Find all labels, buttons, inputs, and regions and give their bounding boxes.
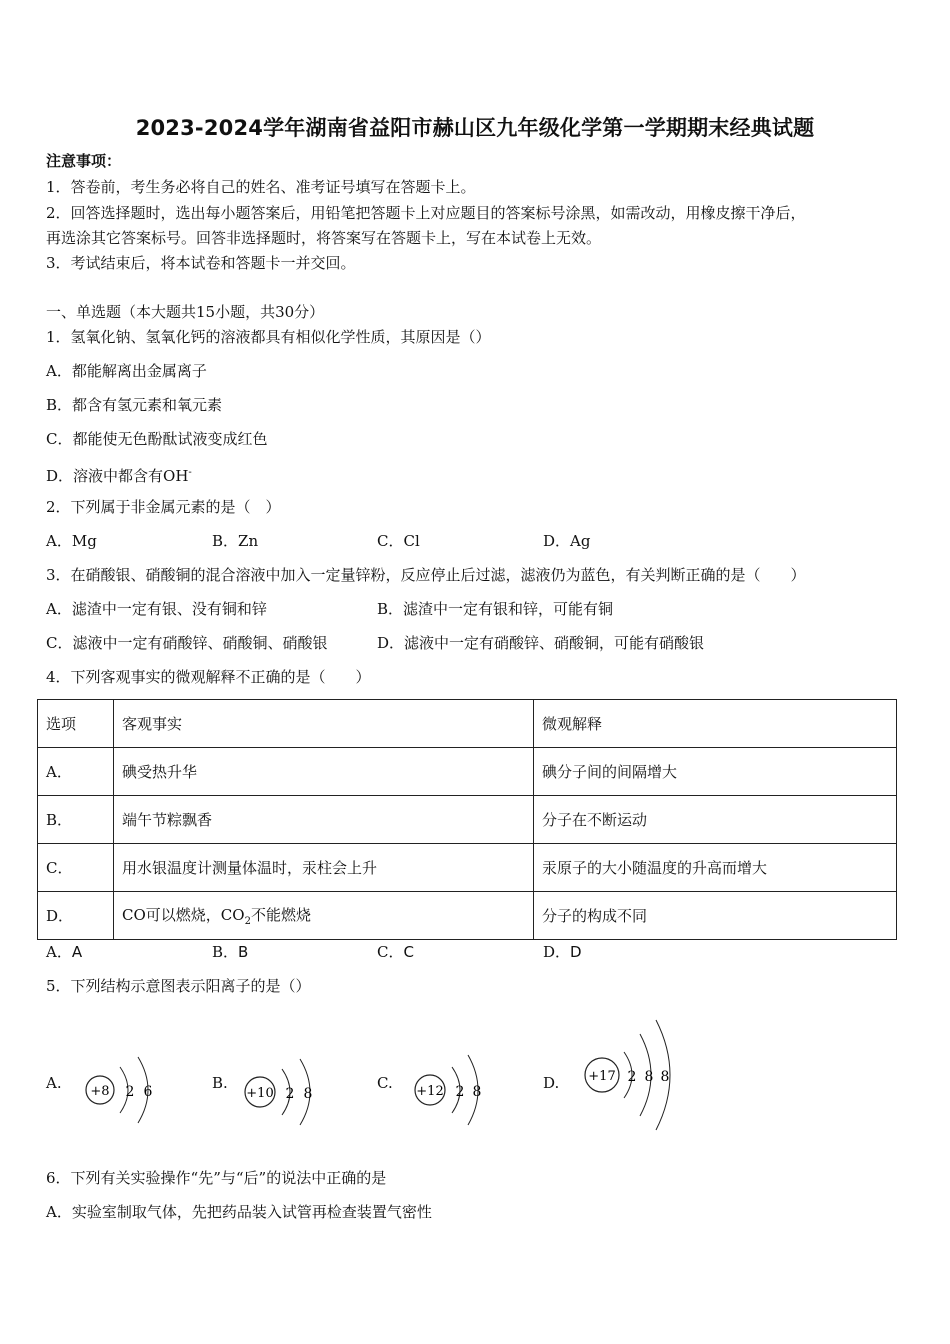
header-cell: 微观解释: [534, 700, 897, 748]
question-3-option-a: A．滤渣中一定有银、没有铜和锌: [46, 600, 267, 618]
option-value: D: [570, 943, 582, 961]
table-row: [38, 796, 897, 844]
option-value: B: [238, 943, 249, 961]
table-cell: 汞原子的大小随温度的升高而增大: [534, 844, 897, 892]
table-cell: C．: [38, 844, 114, 892]
question-4-table: [37, 699, 897, 940]
question-1-option-b: B．都含有氢元素和氧元素: [46, 396, 223, 414]
question-1-option-d: [46, 463, 192, 486]
notice-item: 2．回答选择题时，选出每小题答案后，用铅笔把答题卡上对应题目的答案标号涂黑，如需改动，用橡皮擦干净后，: [46, 204, 806, 222]
question-3-option-d: D．滤液中一定有硝酸锌、硝酸铜，可能有硝酸银: [377, 634, 705, 652]
question-1-stem: 1．氢氧化钠、氢氧化钙的溶液都具有相似化学性质，其原因是（）: [46, 328, 491, 346]
question-3-option-b: B．滤渣中一定有银和锌，可能有铜: [377, 600, 614, 618]
atom-diagram-b: [238, 1045, 348, 1139]
option-value: A: [71, 943, 83, 961]
atom-diagram-a: [80, 1045, 190, 1139]
option-prefix: D．: [543, 943, 571, 961]
table-cell: 碘受热升华: [114, 748, 534, 796]
section-heading: 一、单选题（本大题共15小题，共30分）: [46, 303, 325, 321]
header-cell: 客观事实: [114, 700, 534, 748]
notice-item: 3．考试结束后，将本试卷和答题卡一并交回。: [46, 254, 356, 272]
table-cell: D．: [38, 892, 114, 940]
shell-electrons: 2: [627, 1069, 637, 1085]
table-row: [38, 748, 897, 796]
shell-electrons: 2: [285, 1086, 295, 1102]
question-5-label-a: A.: [46, 1074, 62, 1092]
nucleus-charge: +8: [90, 1084, 110, 1099]
question-5-label-d: D.: [543, 1074, 560, 1092]
question-4-option-c: [377, 942, 414, 962]
question-2-option-d: D．Ag: [543, 532, 591, 550]
question-5-label-b: B.: [212, 1074, 228, 1092]
question-3-stem: 3．在硝酸银、硝酸铜的混合溶液中加入一定量锌粉，反应停止后过滤，滤液仍为蓝色，有关判断正确的是（ ）: [46, 566, 806, 584]
header-cell: 选项: [38, 700, 114, 748]
option-prefix: C．: [377, 943, 404, 961]
notice-item: 再选涂其它答案标号。回答非选择题时，将答案写在答题卡上，写在本试卷上无效。: [46, 229, 602, 247]
notice-heading: 注意事项：: [46, 152, 122, 170]
question-6-option-a: A．实验室制取气体，先把药品装入试管再检查装置气密性: [46, 1203, 432, 1221]
table-cell: 分子在不断运动: [534, 796, 897, 844]
question-1-option-a: A．都能解离出金属离子: [46, 362, 207, 380]
question-2-option-b: B．Zn: [212, 532, 259, 550]
option-prefix: B．: [212, 943, 239, 961]
question-4-stem: 4．下列客观事实的微观解释不正确的是（ ）: [46, 668, 371, 686]
shell-electrons: 8: [660, 1069, 670, 1085]
question-3-option-c: C．滤液中一定有硝酸锌、硝酸铜、硝酸银: [46, 634, 328, 652]
shell-electrons: 8: [303, 1086, 313, 1102]
option-prefix: A．: [46, 943, 72, 961]
question-4-option-a: [46, 942, 82, 962]
shell-electrons: 8: [472, 1084, 482, 1100]
notice-item: 1．答卷前，考生务必将自己的姓名、准考证号填写在答题卡上。: [46, 178, 476, 196]
shell-electrons: 6: [143, 1084, 153, 1100]
table-cell: 端午节粽飘香: [114, 796, 534, 844]
question-1-option-c: C．都能使无色酚酞试液变成红色: [46, 430, 268, 448]
question-2-option-c: C．Cl: [377, 532, 420, 550]
table-cell: B．: [38, 796, 114, 844]
fact-text: 不能燃烧: [250, 906, 311, 924]
question-5-stem: 5．下列结构示意图表示阳离子的是（）: [46, 977, 311, 995]
nucleus-charge: +12: [416, 1084, 444, 1099]
table-cell: 分子的构成不同: [534, 892, 897, 940]
atom-diagram-d: [580, 1018, 700, 1137]
shell-electrons: 2: [455, 1084, 465, 1100]
nucleus-charge: +17: [588, 1069, 616, 1084]
table-header-row: [38, 700, 897, 748]
superscript: -: [188, 467, 192, 478]
table-cell: A．: [38, 748, 114, 796]
table-row: [38, 892, 897, 940]
shell-electrons: 2: [125, 1084, 135, 1100]
question-5-label-c: C.: [377, 1074, 393, 1092]
option-text: D．溶液中都含有OH: [46, 467, 189, 485]
option-value: C: [403, 943, 414, 961]
atom-diagram-c: [408, 1043, 518, 1137]
question-2-option-a: A．Mg: [46, 532, 97, 550]
subscript: 2: [244, 916, 251, 927]
table-row: [38, 844, 897, 892]
question-2-stem: 2．下列属于非金属元素的是（ ）: [46, 498, 281, 516]
question-4-option-d: [543, 942, 582, 962]
shell-electrons: 8: [644, 1069, 654, 1085]
fact-text: CO可以燃烧，CO: [122, 906, 245, 924]
question-6-stem: 6．下列有关实验操作“先”与“后”的说法中正确的是: [46, 1169, 387, 1187]
exam-title: 2023-2024学年湖南省益阳市赫山区九年级化学第一学期期末经典试题: [135, 116, 815, 140]
question-4-option-b: [212, 942, 248, 962]
table-cell: [114, 892, 534, 940]
table-cell: 用水银温度计测量体温时，汞柱会上升: [114, 844, 534, 892]
table-cell: 碘分子间的间隔增大: [534, 748, 897, 796]
nucleus-charge: +10: [246, 1086, 274, 1101]
